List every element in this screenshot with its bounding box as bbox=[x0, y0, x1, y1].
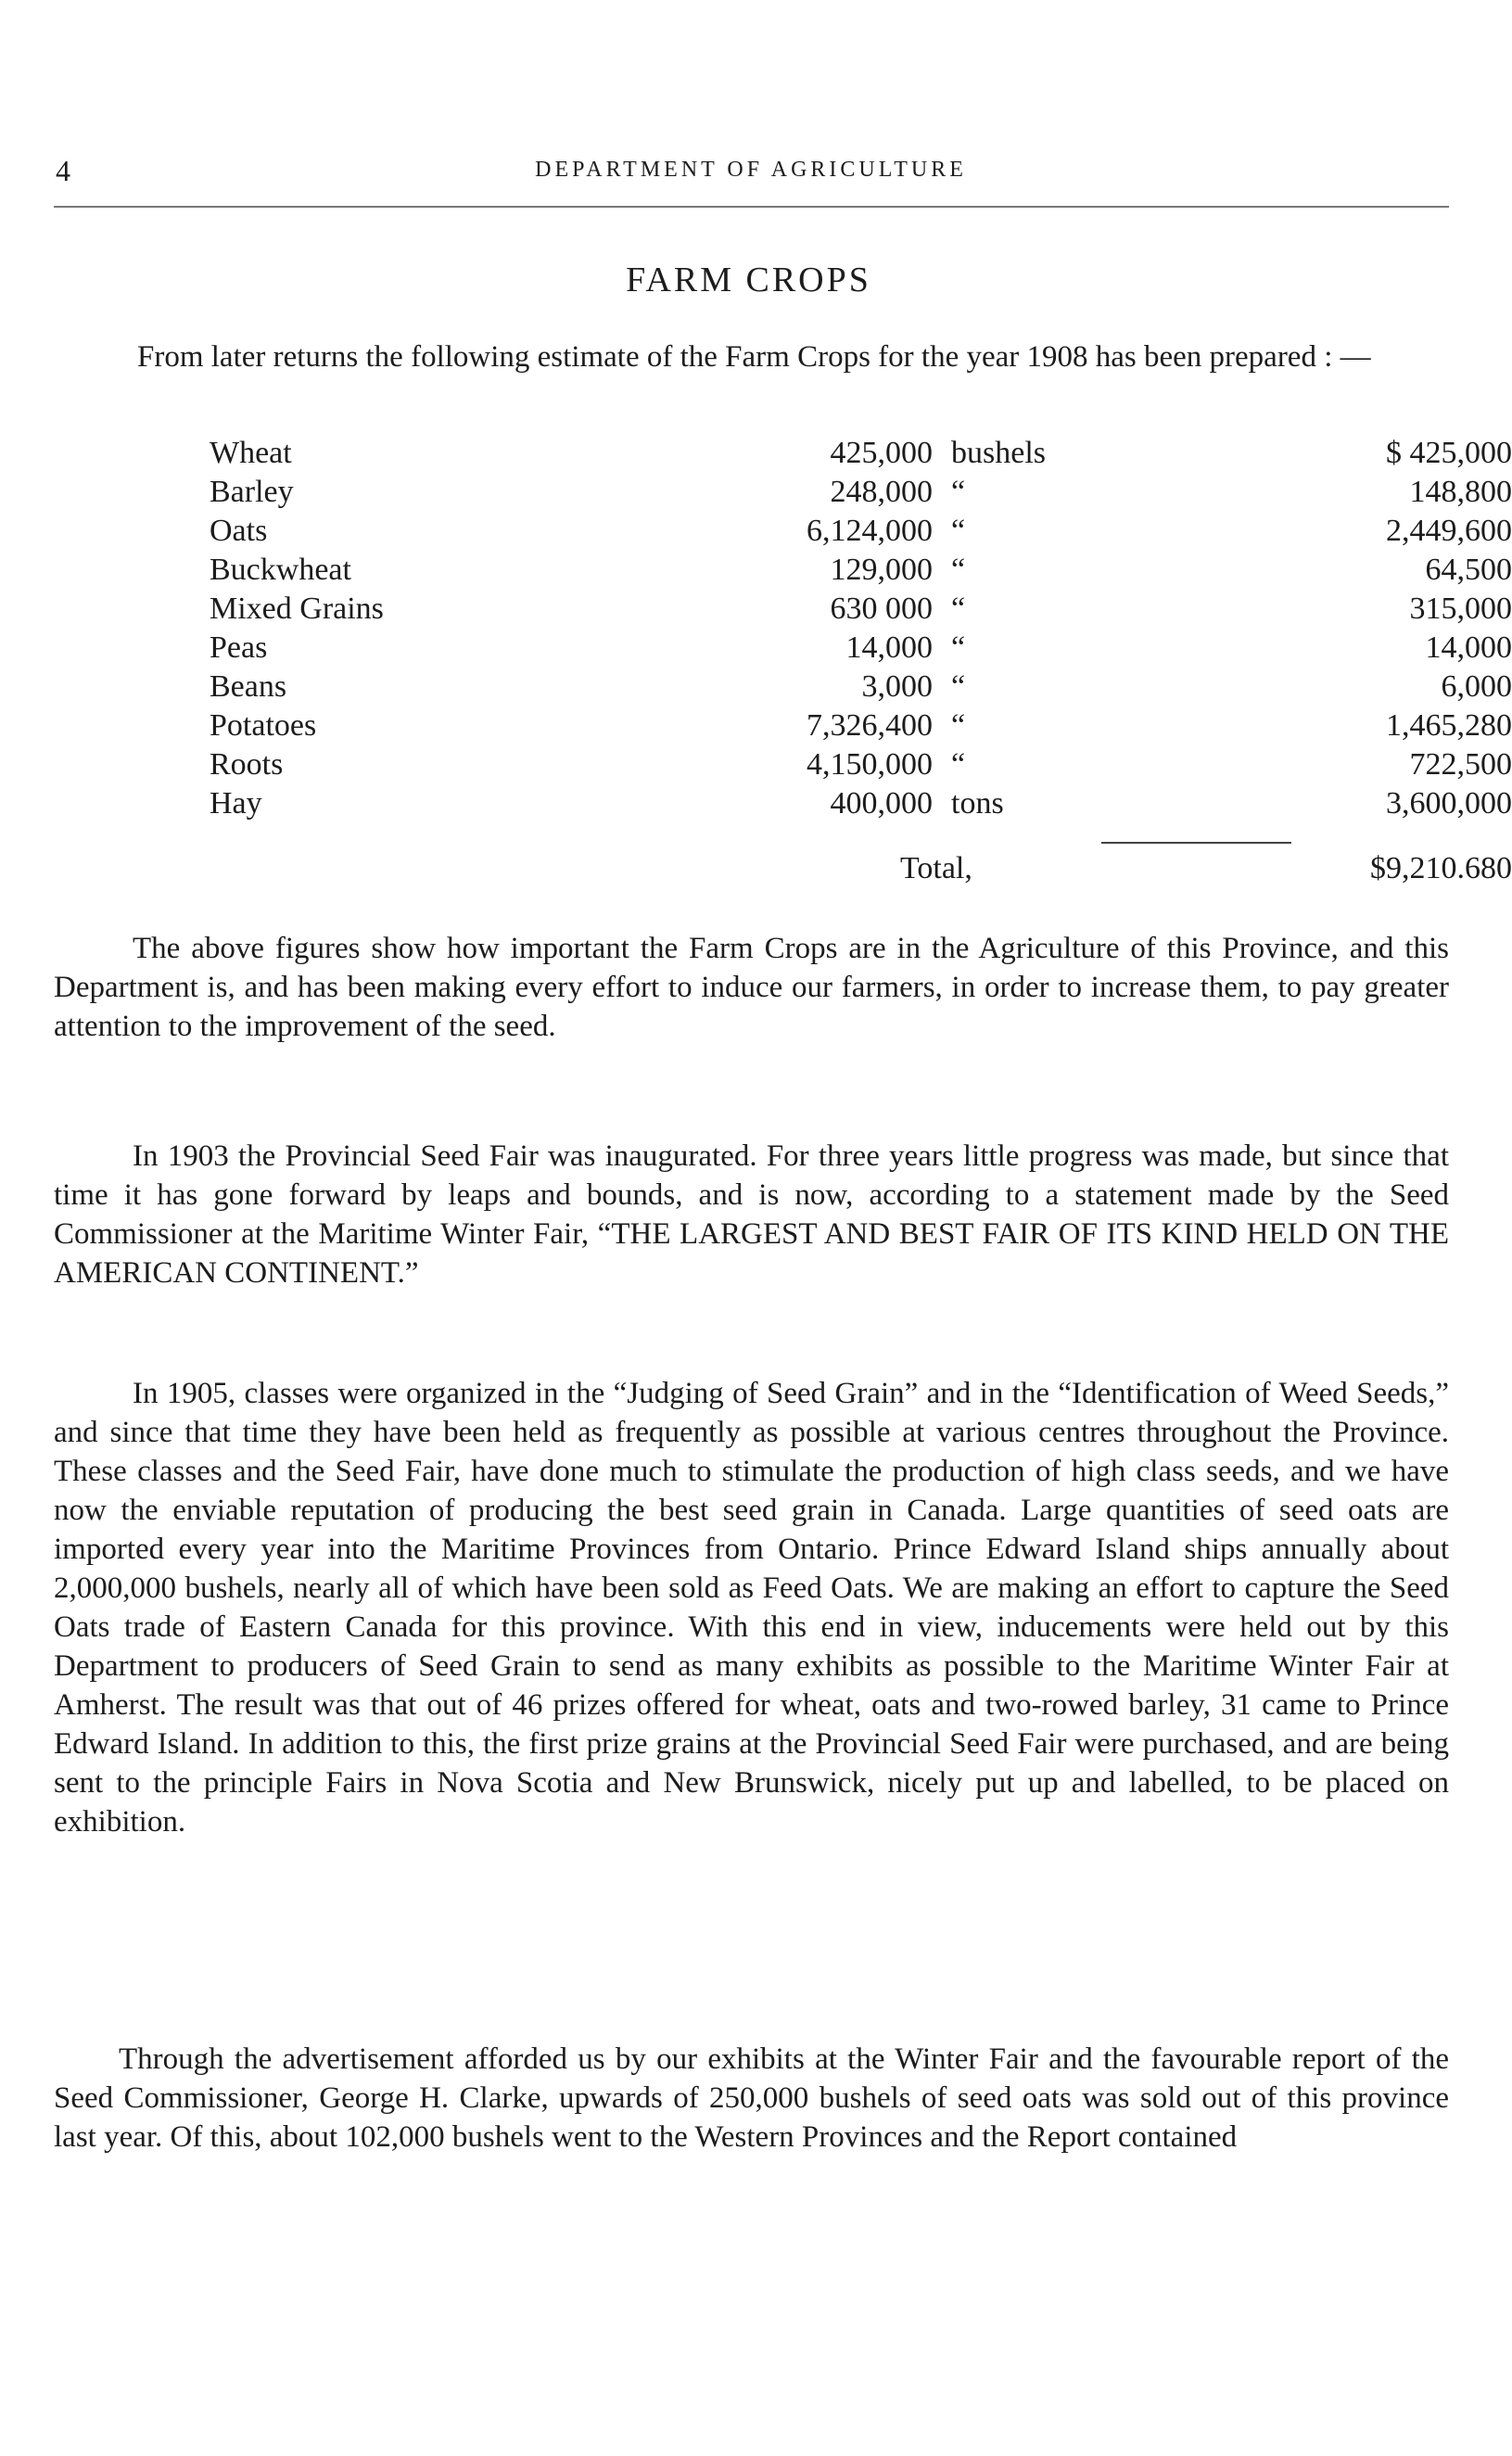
section-title: FARM CROPS bbox=[626, 261, 871, 299]
crop-name: Barley bbox=[210, 475, 294, 509]
crop-unit: bushels bbox=[951, 436, 1046, 470]
crop-value: 148,800 bbox=[1409, 475, 1512, 509]
crop-quantity: 425,000 bbox=[830, 436, 933, 470]
crop-value: $ 425,000 bbox=[1386, 436, 1512, 470]
crop-row bbox=[210, 708, 1512, 747]
crop-value: 6,000 bbox=[1441, 669, 1512, 704]
crop-name: Potatoes bbox=[210, 708, 317, 743]
page-number: 4 bbox=[56, 154, 70, 187]
crop-value: 1,465,280 bbox=[1386, 708, 1512, 743]
total-row bbox=[210, 851, 1512, 892]
total-rule bbox=[1101, 842, 1291, 844]
crop-row bbox=[210, 786, 1512, 825]
crop-name: Mixed Grains bbox=[210, 592, 384, 626]
body-paragraph: In 1905, classes were organized in the “Judging of Seed Grain” and in the “Identification of Weed Seeds,” and since that time they have been held as frequently as possible at various centres throughout the Province. These classes and the Seed Fair, have done much to stimulate the production of high class seeds, and we have now the enviable reputation of producing the best seed grain in Canada. Large quantities of seed oats are imported every year into the Maritime Provinces from Ontario. Prince Edward Island ships annually about 2,000,000 bushels, nearly all of which have been sold as Feed Oats. We are making an effort to capture the Seed Oats trade of Eastern Canada for this province. With this end in view, inducements were held out by this Department to producers of Seed Grain to send as many exhibits as possible to the Maritime Winter Fair at Amherst. The result was that out of 46 prizes offered for wheat, oats and two-rowed barley, 31 came to Prince Edward Island. In addition to this, the first prize grains at the Provincial Seed Fair were purchased, and are being sent to the principle Fairs in Nova Scotia and New Brunswick, nicely put up and labelled, to be placed on exhibition. bbox=[54, 1377, 1449, 1839]
crop-table bbox=[210, 436, 1512, 825]
crop-quantity: 14,000 bbox=[845, 630, 933, 665]
crop-value: 64,500 bbox=[1425, 553, 1512, 587]
crop-name: Oats bbox=[210, 514, 268, 548]
crop-unit: “ bbox=[951, 553, 966, 587]
crop-unit: “ bbox=[951, 514, 966, 548]
crop-row bbox=[210, 514, 1512, 553]
crop-name: Wheat bbox=[210, 436, 292, 470]
body-paragraph: In 1903 the Provincial Seed Fair was inaugurated. For three years little progress was made, but since that time it has gone forward by leaps and bounds, and is now, according to a statement made by the Seed Commissioner at the Maritime Winter Fair, “THE LARGEST AND BEST FAIR OF ITS KIND HELD ON THE AMERICAN CONTINENT.” bbox=[54, 1139, 1449, 1290]
body-paragraph: The above figures show how important the Farm Crops are in the Agriculture of this Province, and this Department is, and has been making every effort to induce our farmers, in order to increase them, to pay greater attention to the improvement of the seed. bbox=[54, 932, 1449, 1043]
crop-row bbox=[210, 669, 1512, 708]
crop-name: Buckwheat bbox=[210, 553, 351, 587]
crop-row bbox=[210, 592, 1512, 630]
crop-quantity: 6,124,000 bbox=[807, 514, 933, 548]
crop-quantity: 3,000 bbox=[861, 669, 933, 704]
crop-row bbox=[210, 436, 1512, 475]
body-paragraph: Through the advertisement afforded us by our exhibits at the Winter Fair and the favourable report of the Seed Commissioner, George H. Clarke, upwards of 250,000 bushels of seed oats was sold out of this province last year. Of this, about 102,000 bushels went to the Western Provinces and the Report contained bbox=[54, 2042, 1449, 2154]
crop-name: Beans bbox=[210, 669, 287, 704]
crop-unit: “ bbox=[951, 630, 966, 665]
crop-quantity: 630 000 bbox=[830, 592, 933, 626]
crop-quantity: 248,000 bbox=[830, 475, 933, 509]
crop-name: Roots bbox=[210, 747, 284, 782]
crop-value: 315,000 bbox=[1409, 592, 1512, 626]
crop-quantity: 4,150,000 bbox=[807, 747, 933, 782]
crop-value: 2,449,600 bbox=[1386, 514, 1512, 548]
crop-unit: “ bbox=[951, 592, 966, 626]
crop-row bbox=[210, 475, 1512, 514]
crop-unit: “ bbox=[951, 669, 966, 704]
crop-quantity: 7,326,400 bbox=[807, 708, 933, 743]
crop-value: 14,000 bbox=[1425, 630, 1512, 665]
crop-row bbox=[210, 630, 1512, 669]
crop-unit: “ bbox=[951, 475, 966, 509]
page-header bbox=[56, 154, 1446, 193]
crop-name: Peas bbox=[210, 630, 268, 665]
total-value: $9,210.680 bbox=[1370, 851, 1512, 885]
total-label: Total, bbox=[900, 851, 972, 885]
crop-row bbox=[210, 747, 1512, 786]
intro-paragraph: From later returns the following estimate of the Farm Crops for the year 1908 has been prepared : — bbox=[137, 340, 1371, 374]
crop-unit: tons bbox=[951, 786, 1004, 821]
crop-row bbox=[210, 553, 1512, 592]
crop-unit: “ bbox=[951, 708, 966, 743]
crop-value: 722,500 bbox=[1409, 747, 1512, 782]
header-rule bbox=[54, 206, 1449, 208]
crop-quantity: 129,000 bbox=[830, 553, 933, 587]
crop-name: Hay bbox=[210, 786, 262, 821]
crop-quantity: 400,000 bbox=[830, 786, 933, 821]
crop-value: 3,600,000 bbox=[1386, 786, 1512, 821]
crop-unit: “ bbox=[951, 747, 966, 782]
running-head: DEPARTMENT OF AGRICULTURE bbox=[535, 158, 967, 182]
